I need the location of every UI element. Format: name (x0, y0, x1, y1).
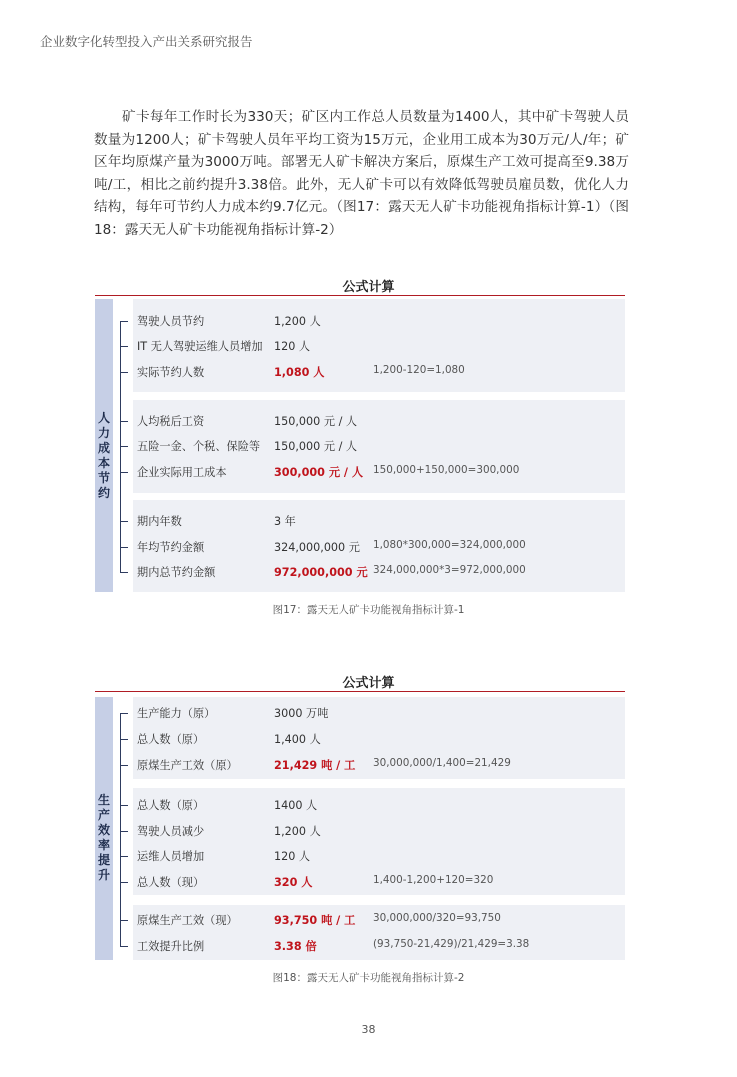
tree-branch (120, 372, 128, 373)
row-label: 期内总节约金额 (137, 566, 216, 579)
row-label: 年均节约金额 (137, 541, 205, 554)
row-value-highlight: 21,429 吨 / 工 (274, 759, 356, 772)
report-header-title: 企业数字化转型投入产出关系研究报告 (40, 34, 253, 49)
row-label: 运维人员增加 (137, 850, 205, 863)
row-value-highlight: 320 人 (274, 876, 313, 889)
figure-17-sidebar-label: 人 力 成 本 节 约 (97, 411, 110, 500)
row-value-highlight: 972,000,000 元 (274, 566, 368, 579)
tree-branch (120, 765, 128, 766)
row-label: 总人数（原） (137, 733, 205, 746)
tree-branch (120, 421, 128, 422)
row-label: 实际节约人数 (137, 366, 205, 379)
figure-17-sidebar (95, 299, 113, 592)
figure-18-sidebar (95, 697, 113, 960)
row-value: 3000 万吨 (274, 707, 329, 720)
figure-18-divider (95, 691, 625, 692)
figure-17-title: 公式计算 (342, 280, 395, 295)
row-value-highlight: 93,750 吨 / 工 (274, 914, 356, 927)
row-label: IT 无人驾驶运维人员增加 (137, 340, 263, 353)
row-label: 期内年数 (137, 515, 182, 528)
row-value: 120 人 (274, 340, 311, 353)
row-formula: (93,750-21,429)/21,429=3.38 (373, 938, 530, 950)
tree-branch (120, 882, 128, 883)
tree-branch (120, 572, 128, 573)
row-formula: 30,000,000/1,400=21,429 (373, 757, 511, 769)
row-value: 1,200 人 (274, 825, 321, 838)
row-value: 324,000,000 元 (274, 541, 360, 554)
tree-branch (120, 321, 128, 322)
tree-branch (120, 739, 128, 740)
tree-branch (120, 713, 128, 714)
page-number: 38 (361, 1023, 376, 1036)
figure-18-sidebar-label: 生 产 效 率 提 升 (97, 793, 110, 882)
row-label: 原煤生产工效（现） (137, 914, 238, 927)
figure-18-title: 公式计算 (342, 676, 395, 691)
tree-branch (120, 446, 128, 447)
row-label: 驾驶人员减少 (137, 825, 205, 838)
row-value: 150,000 元 / 人 (274, 415, 358, 428)
tree-branch (120, 831, 128, 832)
row-value-highlight: 1,080 人 (274, 366, 325, 379)
figure-17-caption: 图17：露天无人矿卡功能视角指标计算-1 (272, 604, 465, 616)
tree-branch (120, 547, 128, 548)
row-formula: 324,000,000*3=972,000,000 (373, 564, 526, 576)
figure-18-caption: 图18：露天无人矿卡功能视角指标计算-2 (272, 972, 465, 984)
row-value: 3 年 (274, 515, 296, 528)
row-formula: 1,400-1,200+120=320 (373, 874, 494, 886)
row-formula: 30,000,000/320=93,750 (373, 912, 501, 924)
row-formula: 1,200-120=1,080 (373, 364, 465, 376)
tree-branch (120, 521, 128, 522)
row-formula: 1,080*300,000=324,000,000 (373, 539, 526, 551)
row-label: 原煤生产工效（原） (137, 759, 238, 772)
row-label: 企业实际用工成本 (137, 466, 227, 479)
row-value: 1,400 人 (274, 733, 321, 746)
body-paragraph: 矿卡每年工作时长为330天；矿区内工作总人员数量为1400人，其中矿卡驾驶人员数量为1200人；矿卡驾驶人员年平均工资为15万元，企业用工成本为30万元/人/年；矿区年均原煤产量为3000万吨。部署无人矿卡解决方案后，原煤生产工效可提高至9.38万吨/工，相比之前约提升3.38倍。此外，无人矿卡可以有效降低驾驶员雇员数，优化人力结构，每年可节约人力成本约9.7亿元。（图17：露天无人矿卡功能视角指标计算-1）（图18：露天无人矿卡功能视角指标计算-2） (94, 109, 629, 238)
row-value: 120 人 (274, 850, 311, 863)
row-formula: 150,000+150,000=300,000 (373, 464, 520, 476)
row-value-highlight: 300,000 元 / 人 (274, 466, 364, 479)
row-label: 总人数（原） (137, 799, 205, 812)
figure-18-tree-line (120, 713, 121, 946)
row-label: 人均税后工资 (137, 415, 205, 428)
row-value: 1,200 人 (274, 315, 321, 328)
row-label: 五险一金、个税、保险等 (137, 440, 261, 453)
tree-branch (120, 946, 128, 947)
tree-branch (120, 856, 128, 857)
row-label: 总人数（现） (137, 876, 205, 889)
row-value: 1400 人 (274, 799, 318, 812)
tree-branch (120, 472, 128, 473)
figure-17-divider (95, 295, 625, 296)
row-label: 生产能力（原） (137, 707, 216, 720)
row-value: 150,000 元 / 人 (274, 440, 358, 453)
tree-branch (120, 920, 128, 921)
row-value-highlight: 3.38 倍 (274, 940, 317, 953)
row-label: 工效提升比例 (137, 940, 205, 953)
tree-branch (120, 805, 128, 806)
tree-branch (120, 346, 128, 347)
row-label: 驾驶人员节约 (137, 315, 205, 328)
